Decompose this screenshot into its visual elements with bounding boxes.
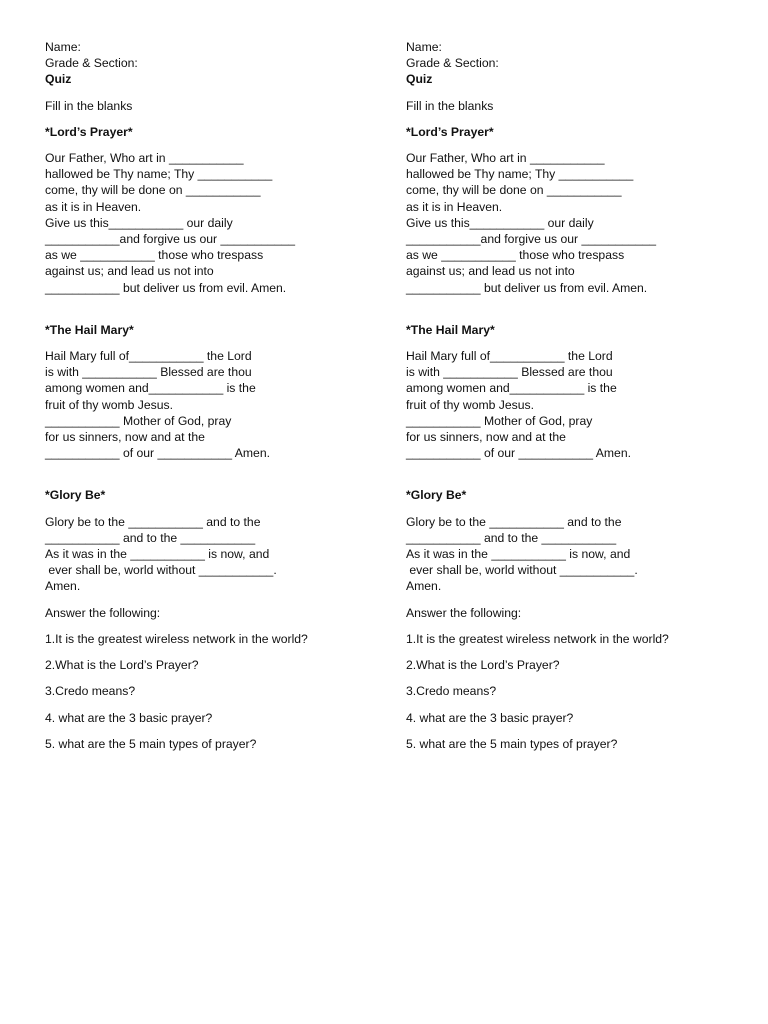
prayer-line: Amen. bbox=[45, 579, 81, 594]
prayer-line: is with ___________ Blessed are thou bbox=[406, 365, 613, 380]
glory-be-title: *Glory Be* bbox=[45, 488, 106, 503]
prayer-line: come, thy will be done on ___________ bbox=[406, 183, 622, 198]
answer-heading: Answer the following: bbox=[406, 605, 522, 620]
prayer-line: Glory be to the ___________ and to the bbox=[45, 514, 261, 529]
question-item: 5. what are the 5 main types of prayer? bbox=[406, 736, 618, 751]
quiz-column-right bbox=[406, 39, 756, 752]
instruction-text: Fill in the blanks bbox=[45, 98, 133, 113]
prayer-line: among women and___________ is the bbox=[45, 381, 256, 396]
lords-prayer-text bbox=[45, 150, 395, 296]
answer-heading: Answer the following: bbox=[45, 605, 161, 620]
glory-be-text bbox=[45, 514, 395, 595]
prayer-line: ___________ of our ___________ Amen. bbox=[45, 446, 270, 461]
prayer-line: among women and___________ is the bbox=[406, 381, 617, 396]
prayer-line: hallowed be Thy name; Thy ___________ bbox=[406, 167, 634, 182]
prayer-line: ___________and forgive us our ___________ bbox=[406, 232, 657, 247]
instruction-text: Fill in the blanks bbox=[406, 98, 494, 113]
prayer-line: ___________ but deliver us from evil. Amen. bbox=[406, 280, 648, 295]
prayer-line: Our Father, Who art in ___________ bbox=[45, 151, 244, 166]
prayer-line: as we ___________ those who trespass bbox=[45, 248, 264, 263]
prayer-line: ___________ Mother of God, pray bbox=[406, 413, 593, 428]
question-item: 2.What is the Lord’s Prayer? bbox=[45, 658, 199, 673]
prayer-line: against us; and lead us not into bbox=[406, 264, 575, 279]
prayer-line: come, thy will be done on ___________ bbox=[45, 183, 261, 198]
name-label: Name: bbox=[406, 40, 442, 54]
prayer-line: Give us this___________ our daily bbox=[406, 215, 594, 230]
prayer-line: fruit of thy womb Jesus. bbox=[45, 397, 174, 412]
prayer-line: ___________ and to the ___________ bbox=[45, 530, 256, 545]
prayer-line: ___________ but deliver us from evil. Amen. bbox=[45, 280, 287, 295]
prayer-line: Glory be to the ___________ and to the bbox=[406, 514, 622, 529]
question-item: 4. what are the 3 basic prayer? bbox=[45, 710, 213, 725]
prayer-line: ever shall be, world without ___________. bbox=[45, 563, 277, 578]
question-item: 3.Credo means? bbox=[406, 684, 497, 699]
prayer-line: ___________ of our ___________ Amen. bbox=[406, 446, 631, 461]
grade-section-label: Grade & Section: bbox=[45, 56, 138, 71]
prayer-line: is with ___________ Blessed are thou bbox=[45, 365, 252, 380]
prayer-line: Amen. bbox=[406, 579, 442, 594]
lords-prayer-title: *Lord’s Prayer* bbox=[45, 124, 133, 139]
question-item: 2.What is the Lord’s Prayer? bbox=[406, 658, 560, 673]
prayer-line: for us sinners, now and at the bbox=[45, 430, 205, 445]
question-item: 1.It is the greatest wireless network in the world? bbox=[45, 631, 308, 646]
prayer-line: for us sinners, now and at the bbox=[406, 430, 566, 445]
quiz-column-left bbox=[45, 39, 395, 752]
quiz-title: Quiz bbox=[406, 72, 433, 87]
question-item: 3.Credo means? bbox=[45, 684, 136, 699]
prayer-line: As it was in the ___________ is now, and bbox=[45, 547, 270, 562]
prayer-line: as it is in Heaven. bbox=[45, 199, 142, 214]
prayer-line: Hail Mary full of___________ the Lord bbox=[406, 349, 613, 364]
question-item: 4. what are the 3 basic prayer? bbox=[406, 710, 574, 725]
question-item: 5. what are the 5 main types of prayer? bbox=[45, 736, 257, 751]
glory-be-title: *Glory Be* bbox=[406, 488, 467, 503]
prayer-line: Hail Mary full of___________ the Lord bbox=[45, 349, 252, 364]
prayer-line: against us; and lead us not into bbox=[45, 264, 214, 279]
name-label: Name: bbox=[45, 40, 81, 54]
prayer-line: hallowed be Thy name; Thy ___________ bbox=[45, 167, 273, 182]
glory-be-text bbox=[406, 514, 756, 595]
prayer-line: ___________ and to the ___________ bbox=[406, 530, 617, 545]
lords-prayer-text bbox=[406, 150, 756, 296]
hail-mary-text bbox=[45, 348, 395, 461]
prayer-line: As it was in the ___________ is now, and bbox=[406, 547, 631, 562]
prayer-line: Our Father, Who art in ___________ bbox=[406, 151, 605, 166]
quiz-title: Quiz bbox=[45, 72, 72, 87]
grade-section-label: Grade & Section: bbox=[406, 56, 499, 71]
prayer-line: ever shall be, world without ___________. bbox=[406, 563, 638, 578]
lords-prayer-title: *Lord’s Prayer* bbox=[406, 124, 494, 139]
prayer-line: ___________and forgive us our ___________ bbox=[45, 232, 296, 247]
prayer-line: Give us this___________ our daily bbox=[45, 215, 233, 230]
hail-mary-title: *The Hail Mary* bbox=[45, 322, 134, 337]
prayer-line: fruit of thy womb Jesus. bbox=[406, 397, 535, 412]
prayer-line: as it is in Heaven. bbox=[406, 199, 503, 214]
question-item: 1.It is the greatest wireless network in the world? bbox=[406, 631, 669, 646]
prayer-line: ___________ Mother of God, pray bbox=[45, 413, 232, 428]
hail-mary-title: *The Hail Mary* bbox=[406, 322, 495, 337]
hail-mary-text bbox=[406, 348, 756, 461]
prayer-line: as we ___________ those who trespass bbox=[406, 248, 625, 263]
